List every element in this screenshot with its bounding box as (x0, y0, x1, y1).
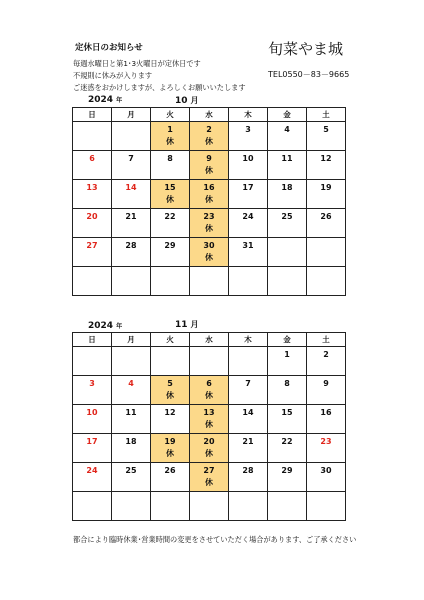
holiday-day-cell (190, 209, 229, 238)
day-number: 21 (242, 437, 254, 446)
weekday-header: 火 (151, 108, 190, 122)
year-unit: 年 (116, 323, 123, 330)
day-cell (229, 180, 268, 209)
week-row (73, 434, 346, 463)
day-number: 20 (203, 437, 215, 446)
holiday-mark: 休 (205, 166, 213, 175)
day-cell (190, 267, 229, 296)
day-number: 9 (206, 154, 212, 163)
weekday-header: 土 (307, 108, 346, 122)
day-number: 17 (86, 437, 98, 446)
day-cell (151, 463, 190, 492)
day-number: 6 (206, 379, 212, 388)
day-number: 20 (86, 212, 98, 221)
day-number (190, 268, 228, 281)
day-cell (307, 122, 346, 151)
day-cell (307, 209, 346, 238)
day-cell (73, 238, 112, 267)
day-number: 4 (284, 125, 290, 134)
day-cell (112, 151, 151, 180)
day-cell (229, 405, 268, 434)
day-cell (229, 492, 268, 521)
day-cell (73, 122, 112, 151)
day-cell (268, 492, 307, 521)
day-cell (229, 347, 268, 376)
day-number: 13 (203, 408, 215, 417)
holiday-day-cell (151, 180, 190, 209)
month-value: 10 (175, 96, 188, 106)
weekday-header: 金 (268, 333, 307, 347)
day-number: 14 (242, 408, 254, 417)
day-number: 1 (284, 350, 290, 359)
day-number: 25 (281, 212, 293, 221)
day-cell (112, 122, 151, 151)
week-row (73, 405, 346, 434)
day-number: 26 (164, 466, 176, 475)
day-number: 30 (320, 466, 332, 475)
holiday-day-cell (151, 376, 190, 405)
day-cell (151, 151, 190, 180)
holiday-mark: 休 (166, 195, 174, 204)
holiday-day-cell (190, 151, 229, 180)
day-cell (73, 180, 112, 209)
day-number: 11 (281, 154, 293, 163)
day-cell (151, 209, 190, 238)
day-number: 6 (89, 154, 95, 163)
month-year-october (88, 95, 122, 105)
day-number: 25 (125, 466, 137, 475)
notice-line: 毎週水曜日と第1･3火曜日が定休日です (73, 59, 201, 68)
day-cell (112, 267, 151, 296)
weekday-header: 月 (112, 108, 151, 122)
day-number: 3 (89, 379, 95, 388)
weekday-header: 水 (190, 333, 229, 347)
holiday-mark: 休 (205, 137, 213, 146)
day-cell (268, 238, 307, 267)
day-cell (307, 434, 346, 463)
week-row (73, 492, 346, 521)
day-cell (268, 434, 307, 463)
day-cell (307, 463, 346, 492)
day-number (151, 493, 189, 506)
day-cell (307, 267, 346, 296)
day-number: 18 (281, 183, 293, 192)
day-number: 24 (242, 212, 254, 221)
notice-line: ご迷惑をおかけしますが、よろしくお願いいたします (73, 83, 246, 92)
day-cell (268, 180, 307, 209)
holiday-mark: 休 (166, 449, 174, 458)
day-cell (151, 405, 190, 434)
day-cell (268, 376, 307, 405)
weekday-header: 金 (268, 108, 307, 122)
month-value: 11 (175, 320, 188, 330)
day-cell (190, 347, 229, 376)
day-number: 26 (320, 212, 332, 221)
month-year-november (88, 321, 122, 331)
day-number: 13 (86, 183, 98, 192)
day-number (229, 348, 267, 361)
week-row (73, 463, 346, 492)
holiday-day-cell (190, 122, 229, 151)
day-number: 16 (320, 408, 332, 417)
day-number: 14 (125, 183, 137, 192)
day-number: 3 (245, 125, 251, 134)
day-cell (268, 463, 307, 492)
day-number (268, 239, 306, 252)
day-cell (73, 434, 112, 463)
day-cell (307, 151, 346, 180)
weekday-header: 木 (229, 108, 268, 122)
day-cell (229, 463, 268, 492)
day-number: 24 (86, 466, 98, 475)
holiday-mark: 休 (205, 224, 213, 233)
day-number (268, 268, 306, 281)
month-label-november (175, 319, 199, 330)
notice-line: 不規則に休みが入ります (73, 71, 153, 80)
day-number: 5 (323, 125, 329, 134)
day-cell (112, 434, 151, 463)
calendar-november (72, 332, 346, 521)
holiday-day-cell (190, 405, 229, 434)
day-number (190, 348, 228, 361)
day-number: 19 (320, 183, 332, 192)
day-number (73, 268, 111, 281)
week-row (73, 267, 346, 296)
day-number (151, 348, 189, 361)
day-number: 12 (164, 408, 176, 417)
day-number (112, 268, 150, 281)
day-cell (268, 405, 307, 434)
day-cell (268, 209, 307, 238)
shop-name: 旬菜やま城 (268, 40, 344, 58)
day-number: 8 (167, 154, 173, 163)
day-cell (268, 347, 307, 376)
holiday-day-cell (190, 238, 229, 267)
day-cell (112, 347, 151, 376)
day-cell (229, 434, 268, 463)
day-number: 23 (320, 437, 332, 446)
holiday-mark: 休 (205, 449, 213, 458)
day-cell (73, 376, 112, 405)
day-number: 22 (164, 212, 176, 221)
day-cell (73, 492, 112, 521)
day-cell (73, 347, 112, 376)
day-number: 1 (167, 125, 173, 134)
day-number (229, 268, 267, 281)
holiday-mark: 休 (205, 478, 213, 487)
holiday-mark: 休 (205, 195, 213, 204)
day-cell (268, 122, 307, 151)
day-cell (73, 267, 112, 296)
day-number (73, 348, 111, 361)
day-cell (151, 492, 190, 521)
day-number: 11 (125, 408, 137, 417)
day-number: 2 (323, 350, 329, 359)
day-cell (307, 238, 346, 267)
day-number: 28 (242, 466, 254, 475)
day-number: 27 (203, 466, 215, 475)
day-cell (112, 238, 151, 267)
day-number (73, 493, 111, 506)
day-number: 23 (203, 212, 215, 221)
week-row (73, 376, 346, 405)
day-cell (112, 209, 151, 238)
day-cell (307, 180, 346, 209)
holiday-mark: 休 (205, 420, 213, 429)
day-cell (190, 492, 229, 521)
day-number: 4 (128, 379, 134, 388)
day-number: 17 (242, 183, 254, 192)
holiday-mark: 休 (166, 137, 174, 146)
day-number: 8 (284, 379, 290, 388)
weekday-header: 日 (73, 108, 112, 122)
day-cell (151, 238, 190, 267)
day-number (307, 493, 345, 506)
day-cell (112, 376, 151, 405)
holiday-mark: 休 (166, 391, 174, 400)
day-number (151, 268, 189, 281)
month-label-october (175, 95, 199, 106)
month-unit: 月 (190, 96, 199, 105)
weekday-header: 水 (190, 108, 229, 122)
year-unit: 年 (116, 97, 123, 104)
year-value: 2024 (88, 95, 114, 105)
day-cell (73, 209, 112, 238)
day-number: 15 (281, 408, 293, 417)
day-number: 29 (164, 241, 176, 250)
day-cell (73, 405, 112, 434)
day-cell (229, 122, 268, 151)
notice-title: 定休日のお知らせ (75, 43, 143, 53)
holiday-day-cell (190, 463, 229, 492)
weekday-header: 月 (112, 333, 151, 347)
day-number (112, 493, 150, 506)
day-number: 16 (203, 183, 215, 192)
calendar-october (72, 107, 346, 296)
day-cell (151, 267, 190, 296)
day-cell (307, 492, 346, 521)
day-number: 29 (281, 466, 293, 475)
week-row (73, 122, 346, 151)
day-cell (268, 267, 307, 296)
day-cell (112, 463, 151, 492)
day-number: 10 (242, 154, 254, 163)
month-unit: 月 (190, 320, 199, 329)
day-cell (73, 463, 112, 492)
holiday-day-cell (190, 434, 229, 463)
day-number (112, 348, 150, 361)
day-number: 21 (125, 212, 137, 221)
holiday-day-cell (190, 180, 229, 209)
day-number: 12 (320, 154, 332, 163)
day-cell (229, 376, 268, 405)
day-number: 22 (281, 437, 293, 446)
holiday-mark: 休 (205, 253, 213, 262)
day-number: 7 (245, 379, 251, 388)
day-cell (268, 151, 307, 180)
day-number: 5 (167, 379, 173, 388)
day-cell (112, 492, 151, 521)
day-number (307, 239, 345, 252)
day-number: 18 (125, 437, 137, 446)
day-cell (229, 151, 268, 180)
footer-note: 都合により臨時休業･営業時間の変更をさせていただく場合があります、ご了承ください (73, 535, 357, 544)
weekday-header: 日 (73, 333, 112, 347)
day-number: 30 (203, 241, 215, 250)
week-row (73, 238, 346, 267)
holiday-mark: 休 (205, 391, 213, 400)
day-number (229, 493, 267, 506)
day-number (268, 493, 306, 506)
day-number: 19 (164, 437, 176, 446)
day-cell (307, 347, 346, 376)
day-cell (73, 151, 112, 180)
day-number (112, 123, 150, 136)
day-number: 10 (86, 408, 98, 417)
weekday-header-row (73, 108, 346, 122)
day-cell (229, 267, 268, 296)
day-number (73, 123, 111, 136)
day-cell (229, 238, 268, 267)
day-cell (307, 405, 346, 434)
day-number (190, 493, 228, 506)
day-cell (112, 180, 151, 209)
day-number: 15 (164, 183, 176, 192)
week-row (73, 209, 346, 238)
day-number: 27 (86, 241, 98, 250)
day-number: 7 (128, 154, 134, 163)
day-cell (229, 209, 268, 238)
weekday-header: 土 (307, 333, 346, 347)
day-cell (307, 376, 346, 405)
holiday-day-cell (151, 434, 190, 463)
day-number: 9 (323, 379, 329, 388)
weekday-header: 火 (151, 333, 190, 347)
day-number (307, 268, 345, 281)
day-cell (112, 405, 151, 434)
phone-number: TEL0550－83－9665 (268, 70, 350, 79)
year-value: 2024 (88, 321, 114, 331)
holiday-day-cell (190, 376, 229, 405)
holiday-day-cell (151, 122, 190, 151)
weekday-header: 木 (229, 333, 268, 347)
week-row (73, 347, 346, 376)
day-number: 31 (242, 241, 254, 250)
day-number: 2 (206, 125, 212, 134)
week-row (73, 180, 346, 209)
week-row (73, 151, 346, 180)
weekday-header-row (73, 333, 346, 347)
day-cell (151, 347, 190, 376)
day-number: 28 (125, 241, 137, 250)
